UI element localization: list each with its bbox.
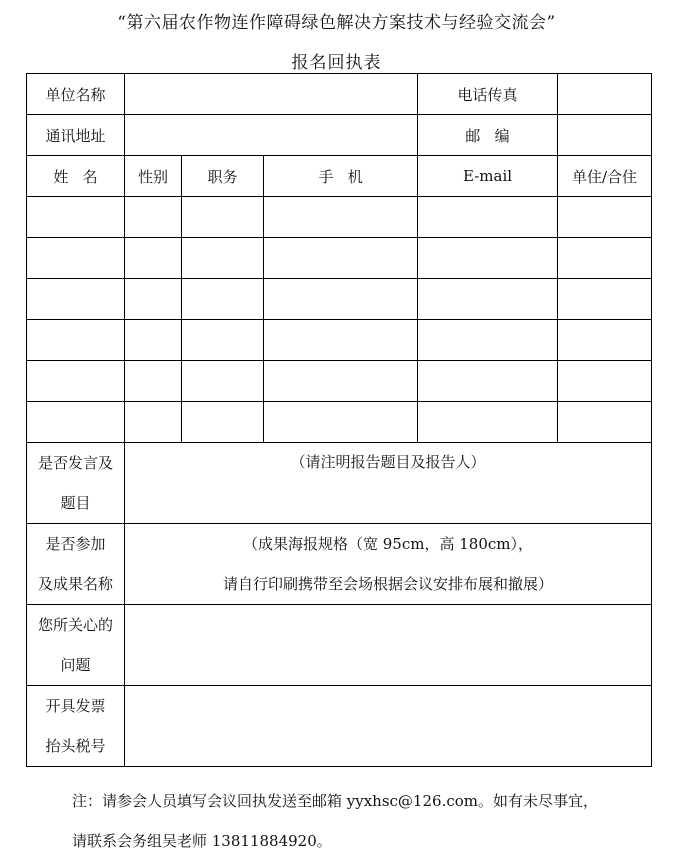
attendee-row [27, 402, 652, 443]
column-header-room: 单住/合住 [558, 156, 652, 197]
speech-label [27, 443, 125, 524]
invoice-field[interactable] [125, 686, 652, 767]
exhibit-note-line2: 请自行印刷携带至会场根据会议安排布展和撤展） [223, 575, 554, 593]
address-field[interactable] [125, 115, 418, 156]
attendee-header-row [27, 156, 652, 197]
speech-field[interactable] [125, 443, 652, 524]
footer-note-line1: 注：请参会人员填写会议回执发送至邮箱 yyxhsc@126.com。如有未尽事宜， [72, 792, 598, 810]
address-label: 通讯地址 [27, 115, 125, 156]
column-header-position: 职务 [182, 156, 264, 197]
postcode-label: 邮 编 [418, 115, 558, 156]
postcode-field[interactable] [558, 115, 652, 156]
invoice-row [27, 686, 652, 767]
attendee-email-cell[interactable] [418, 238, 558, 279]
attendee-mobile-cell[interactable] [264, 320, 418, 361]
speech-label-line2: 题目 [60, 494, 91, 512]
concern-label [27, 605, 125, 686]
address-row [27, 115, 652, 156]
attendee-position-cell[interactable] [182, 361, 264, 402]
unit-name-label: 单位名称 [27, 74, 125, 115]
attendee-name-cell[interactable] [27, 279, 125, 320]
attendee-name-cell[interactable] [27, 361, 125, 402]
speech-note: （请注明报告题目及报告人） [290, 453, 486, 471]
speech-label-line1: 是否发言及 [37, 454, 113, 472]
attendee-name-cell[interactable] [27, 320, 125, 361]
attendee-row [27, 197, 652, 238]
attendee-mobile-cell[interactable] [264, 238, 418, 279]
attendee-mobile-cell[interactable] [264, 279, 418, 320]
attendee-email-cell[interactable] [418, 197, 558, 238]
exhibit-row [27, 524, 652, 605]
attendee-row [27, 238, 652, 279]
phone-fax-label: 电话传真 [418, 74, 558, 115]
attendee-mobile-cell[interactable] [264, 197, 418, 238]
exhibit-note-line1: （成果海报规格（宽 95cm，高 180cm）， [243, 535, 534, 553]
form-subtitle: 报名回执表 [291, 53, 382, 73]
attendee-mobile-cell[interactable] [264, 402, 418, 443]
concern-row [27, 605, 652, 686]
invoice-label-line2: 抬头税号 [45, 737, 106, 755]
attendee-room-cell[interactable] [558, 197, 652, 238]
unit-name-field[interactable] [125, 74, 418, 115]
attendee-position-cell[interactable] [182, 320, 264, 361]
attendee-gender-cell[interactable] [125, 320, 182, 361]
concern-label-line2: 问题 [60, 656, 91, 674]
attendee-name-cell[interactable] [27, 402, 125, 443]
attendee-name-cell[interactable] [27, 238, 125, 279]
attendee-room-cell[interactable] [558, 238, 652, 279]
attendee-gender-cell[interactable] [125, 197, 182, 238]
exhibit-field[interactable] [125, 524, 652, 605]
unit-row [27, 74, 652, 115]
concern-label-line1: 您所关心的 [37, 616, 113, 634]
speech-row [27, 443, 652, 524]
attendee-email-cell[interactable] [418, 279, 558, 320]
exhibit-label [27, 524, 125, 605]
attendee-room-cell[interactable] [558, 402, 652, 443]
invoice-label-line1: 开具发票 [45, 697, 106, 715]
footer-note-line2: 请联系会务组吴老师 13811884920。 [72, 832, 332, 850]
attendee-position-cell[interactable] [182, 238, 264, 279]
attendee-row [27, 279, 652, 320]
attendee-email-cell[interactable] [418, 361, 558, 402]
attendee-row [27, 361, 652, 402]
attendee-email-cell[interactable] [418, 402, 558, 443]
attendee-gender-cell[interactable] [125, 402, 182, 443]
column-header-name: 姓 名 [27, 156, 125, 197]
document-title: “第六届农作物连作障碍绿色解决方案技术与经验交流会” [117, 13, 556, 33]
column-header-email: E-mail [418, 156, 558, 197]
attendee-gender-cell[interactable] [125, 238, 182, 279]
column-header-gender: 性别 [125, 156, 182, 197]
column-header-mobile: 手 机 [264, 156, 418, 197]
attendee-position-cell[interactable] [182, 402, 264, 443]
concern-field[interactable] [125, 605, 652, 686]
attendee-row [27, 320, 652, 361]
invoice-label [27, 686, 125, 767]
attendee-room-cell[interactable] [558, 320, 652, 361]
attendee-position-cell[interactable] [182, 279, 264, 320]
attendee-gender-cell[interactable] [125, 279, 182, 320]
exhibit-label-line2: 及成果名称 [37, 575, 113, 593]
attendee-gender-cell[interactable] [125, 361, 182, 402]
registration-form-table [26, 73, 652, 767]
attendee-mobile-cell[interactable] [264, 361, 418, 402]
exhibit-label-line1: 是否参加 [45, 535, 106, 553]
attendee-email-cell[interactable] [418, 320, 558, 361]
phone-fax-field[interactable] [558, 74, 652, 115]
attendee-position-cell[interactable] [182, 197, 264, 238]
attendee-room-cell[interactable] [558, 279, 652, 320]
attendee-name-cell[interactable] [27, 197, 125, 238]
attendee-room-cell[interactable] [558, 361, 652, 402]
